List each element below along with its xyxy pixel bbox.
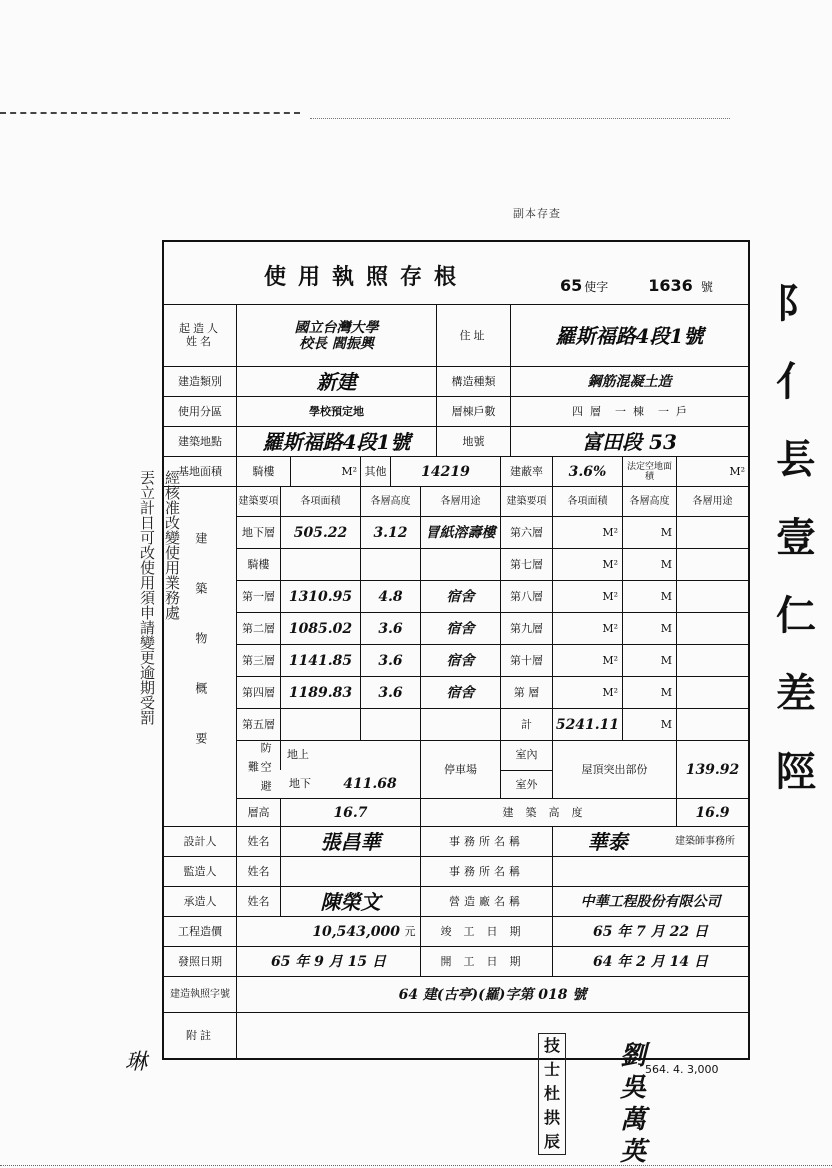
floor-use-right	[676, 549, 748, 581]
row-category	[164, 366, 748, 397]
floor-use: 冒紙溶壽樓	[420, 517, 500, 549]
note-label: 附註	[186, 1028, 214, 1042]
start-value: 64 年 2 月 14 日	[552, 947, 748, 977]
floor-row	[236, 676, 748, 709]
floor-height: 4.8	[360, 581, 420, 613]
roof-value: 139.92	[676, 741, 748, 799]
floor-row	[236, 548, 748, 581]
contractor-name-label: 姓名	[236, 887, 280, 917]
floor-row	[236, 708, 748, 741]
floor-name: 地下層	[236, 517, 280, 549]
permit-value: 64 建(古亭)(羅)字第 018 號	[236, 977, 748, 1013]
parking-label: 停車場	[420, 741, 500, 799]
floor-use-right	[676, 581, 748, 613]
row-air-raid	[236, 740, 748, 799]
bldg-height-label: 建築高度	[420, 799, 676, 827]
left-margin-note-2: 經核准改變使用業務處	[163, 470, 181, 620]
floor-name: 第一層	[236, 581, 280, 613]
row-use-zone	[164, 396, 748, 427]
floor-name-right: 第六層	[500, 517, 552, 549]
head-height-right: 各層高度	[622, 487, 676, 517]
floor-use: 宿舍	[420, 581, 500, 613]
builder-value: 國立台灣大學 校長 閻振興	[236, 305, 436, 367]
floor-area: 505.22	[280, 517, 360, 549]
floor-height-right-unit: M	[622, 709, 676, 741]
signature: 劉 吳 萬 英	[620, 1041, 647, 1167]
floor-area: 1085.02	[280, 613, 360, 645]
floor-height: 3.6	[360, 613, 420, 645]
floor-area-right: 5241.11	[552, 709, 622, 741]
row-cost	[164, 916, 748, 947]
floor-height: 3.6	[360, 677, 420, 709]
usage-permit-stub-form	[162, 240, 750, 1060]
row-contractor	[164, 886, 748, 917]
row-issue	[164, 946, 748, 977]
copy-stamp: 副本存查	[513, 207, 561, 220]
floors-label: 層棟戶數	[436, 397, 510, 427]
form-number	[560, 276, 713, 295]
scan-noise-line	[0, 1165, 832, 1166]
floor-area-right: M²	[552, 517, 622, 549]
floor-area-right: M²	[552, 677, 622, 709]
arcade-unit: M²	[290, 457, 360, 487]
floor-area-right: M²	[552, 549, 622, 581]
contractor-label: 承造人	[183, 894, 217, 908]
floor-area: 1310.95	[280, 581, 360, 613]
floor-area	[280, 549, 360, 581]
designer-label: 設計人	[183, 834, 217, 848]
head-item-right: 建築要項	[500, 487, 552, 517]
floor-name-right: 第八層	[500, 581, 552, 613]
issue-value: 65 年 9 月 15 日	[236, 947, 420, 977]
floor-use-right	[676, 645, 748, 677]
floor-height	[360, 549, 420, 581]
builder-label: 起造人 姓名	[179, 322, 221, 348]
floor-row	[236, 644, 748, 677]
parking-outdoor: 室外	[500, 770, 552, 799]
floor-height-right-unit: M	[622, 549, 676, 581]
other-label: 其他	[360, 457, 390, 487]
floor-use-right	[676, 677, 748, 709]
supervisor-office-label: 事務所名稱	[420, 857, 552, 887]
floor-name-right: 第十層	[500, 645, 552, 677]
designer-office-suffix: 建築師事務所	[675, 836, 735, 848]
form-number-char: 使字	[584, 280, 609, 294]
floor-height-right-unit: M	[622, 613, 676, 645]
initial-mark: 琳	[125, 1050, 148, 1075]
floor-height-right-unit: M	[622, 581, 676, 613]
complete-value: 65 年 7 月 22 日	[552, 917, 748, 947]
floor-height-right-unit: M	[622, 517, 676, 549]
use-zone-label: 使用分區	[178, 404, 222, 418]
head-area-right: 各項面積	[552, 487, 622, 517]
floor-row	[236, 580, 748, 613]
floors-value: 四 層 一 棟 一 戶	[510, 397, 748, 427]
use-zone-value: 學校預定地	[236, 397, 436, 427]
area-label: 基地面積	[178, 464, 222, 478]
floor-height: 3.12	[360, 517, 420, 549]
cost-unit: 元	[404, 924, 416, 938]
floor-name-right: 計	[500, 709, 552, 741]
scan-noise-line	[310, 118, 730, 119]
floor-height: 3.6	[360, 645, 420, 677]
lot-label: 地號	[436, 427, 510, 457]
floor-area: 1189.83	[280, 677, 360, 709]
row-note	[164, 1012, 748, 1059]
inspector-seal: 技士杜拱辰	[538, 1033, 566, 1155]
air-raid-below: 地下	[289, 777, 311, 791]
print-stamp: 564. 4. 3,000	[645, 1063, 719, 1076]
address-value: 羅斯福路4段1號	[510, 305, 748, 367]
head-area-left: 各項面積	[280, 487, 360, 517]
cost-value: 10,543,000	[236, 917, 400, 947]
cost-label: 工程造價	[178, 924, 222, 938]
floor-use-right	[676, 709, 748, 741]
floor-name: 第三層	[236, 645, 280, 677]
floor-row	[236, 516, 748, 549]
form-number-value: 1636	[648, 276, 693, 295]
floor-use-right	[676, 517, 748, 549]
category-value: 新建	[236, 367, 436, 397]
floor-name: 第五層	[236, 709, 280, 741]
floor-height	[360, 709, 420, 741]
form-number-prefix: 65	[560, 276, 583, 295]
floor-height-value: 16.7	[280, 799, 420, 827]
other-value: 14219	[390, 457, 500, 487]
category-label: 建造類別	[178, 374, 222, 388]
floor-row	[236, 612, 748, 645]
building-side-label: 建築物概要	[164, 486, 236, 826]
permit-label: 建造執照字號	[170, 989, 230, 1001]
floor-height-right-unit: M	[622, 677, 676, 709]
coverage-label: 建蔽率	[500, 457, 552, 487]
head-use-right: 各層用途	[676, 487, 748, 517]
floor-name: 第二層	[236, 613, 280, 645]
air-raid-below-value: 411.68	[343, 776, 397, 793]
designer-name: 張昌華	[280, 827, 420, 857]
arcade-label: 騎樓	[236, 457, 290, 487]
form-title: 使用執照存根	[264, 264, 469, 290]
floor-use-right	[676, 613, 748, 645]
row-site-area	[164, 456, 748, 487]
row-building-header	[164, 486, 748, 517]
floor-use	[420, 709, 500, 741]
contractor-firm: 中華工程股份有限公司	[552, 887, 748, 917]
row-builder	[164, 304, 748, 367]
issue-label: 發照日期	[178, 954, 222, 968]
row-supervisor	[164, 856, 748, 887]
complete-label: 竣工日期	[420, 917, 552, 947]
row-permit	[164, 976, 748, 1013]
parking-indoor: 室內	[500, 741, 552, 770]
head-use-left: 各層用途	[420, 487, 500, 517]
contractor-name: 陳榮文	[280, 887, 420, 917]
contractor-firm-label: 營造廠名稱	[420, 887, 552, 917]
floor-height-label: 層高	[236, 799, 280, 827]
site-label: 建築地點	[178, 434, 222, 448]
floor-area-right: M²	[552, 613, 622, 645]
floor-name: 騎樓	[236, 549, 280, 581]
open-space-unit: M²	[676, 457, 748, 487]
floor-area-right: M²	[552, 645, 622, 677]
floor-use	[420, 549, 500, 581]
floor-area-right: M²	[552, 581, 622, 613]
left-margin-note: 丟立計日可改使用須申請變更逾期受罰	[138, 470, 156, 725]
coverage-value: 3.6%	[552, 457, 622, 487]
designer-office: 華泰	[552, 827, 662, 857]
site-value: 羅斯福路4段1號	[236, 427, 436, 457]
row-heights	[236, 798, 748, 827]
supervisor-name-label: 姓名	[236, 857, 280, 887]
floor-area: 1141.85	[280, 645, 360, 677]
supervisor-office	[552, 857, 748, 887]
lot-value: 富田段 53	[510, 427, 748, 457]
structure-label: 構造種類	[436, 367, 510, 397]
floor-name-right: 第七層	[500, 549, 552, 581]
open-space-label: 法定空地面積	[622, 457, 676, 487]
floor-name: 第四層	[236, 677, 280, 709]
note-value	[236, 1013, 748, 1059]
form-number-suffix: 號	[700, 280, 713, 294]
scan-noise-line	[0, 112, 300, 114]
right-margin-text: 阝 亻 镸 壹 仁 差 陘	[776, 280, 816, 795]
floor-name-right: 第 層	[500, 677, 552, 709]
address-label: 住址	[436, 305, 510, 367]
designer-name-label: 姓名	[236, 827, 280, 857]
bldg-height-value: 16.9	[676, 799, 748, 827]
floor-name-right: 第九層	[500, 613, 552, 645]
head-height-left: 各層高度	[360, 487, 420, 517]
start-label: 開工日期	[420, 947, 552, 977]
floor-area	[280, 709, 360, 741]
head-item-left: 建築要項	[236, 487, 280, 517]
row-site	[164, 426, 748, 457]
floor-height-right-unit: M	[622, 645, 676, 677]
supervisor-label: 監造人	[183, 864, 217, 878]
floor-use: 宿舍	[420, 645, 500, 677]
floor-use: 宿舍	[420, 677, 500, 709]
row-designer	[164, 826, 748, 857]
air-raid-label: 防空避難	[236, 741, 280, 799]
roof-label: 屋頂突出部份	[552, 741, 676, 799]
floor-use: 宿舍	[420, 613, 500, 645]
supervisor-name	[280, 857, 420, 887]
air-raid-above: 地上	[280, 741, 420, 770]
structure-value: 鋼筋混凝土造	[510, 367, 748, 397]
designer-office-label: 事務所名稱	[420, 827, 552, 857]
